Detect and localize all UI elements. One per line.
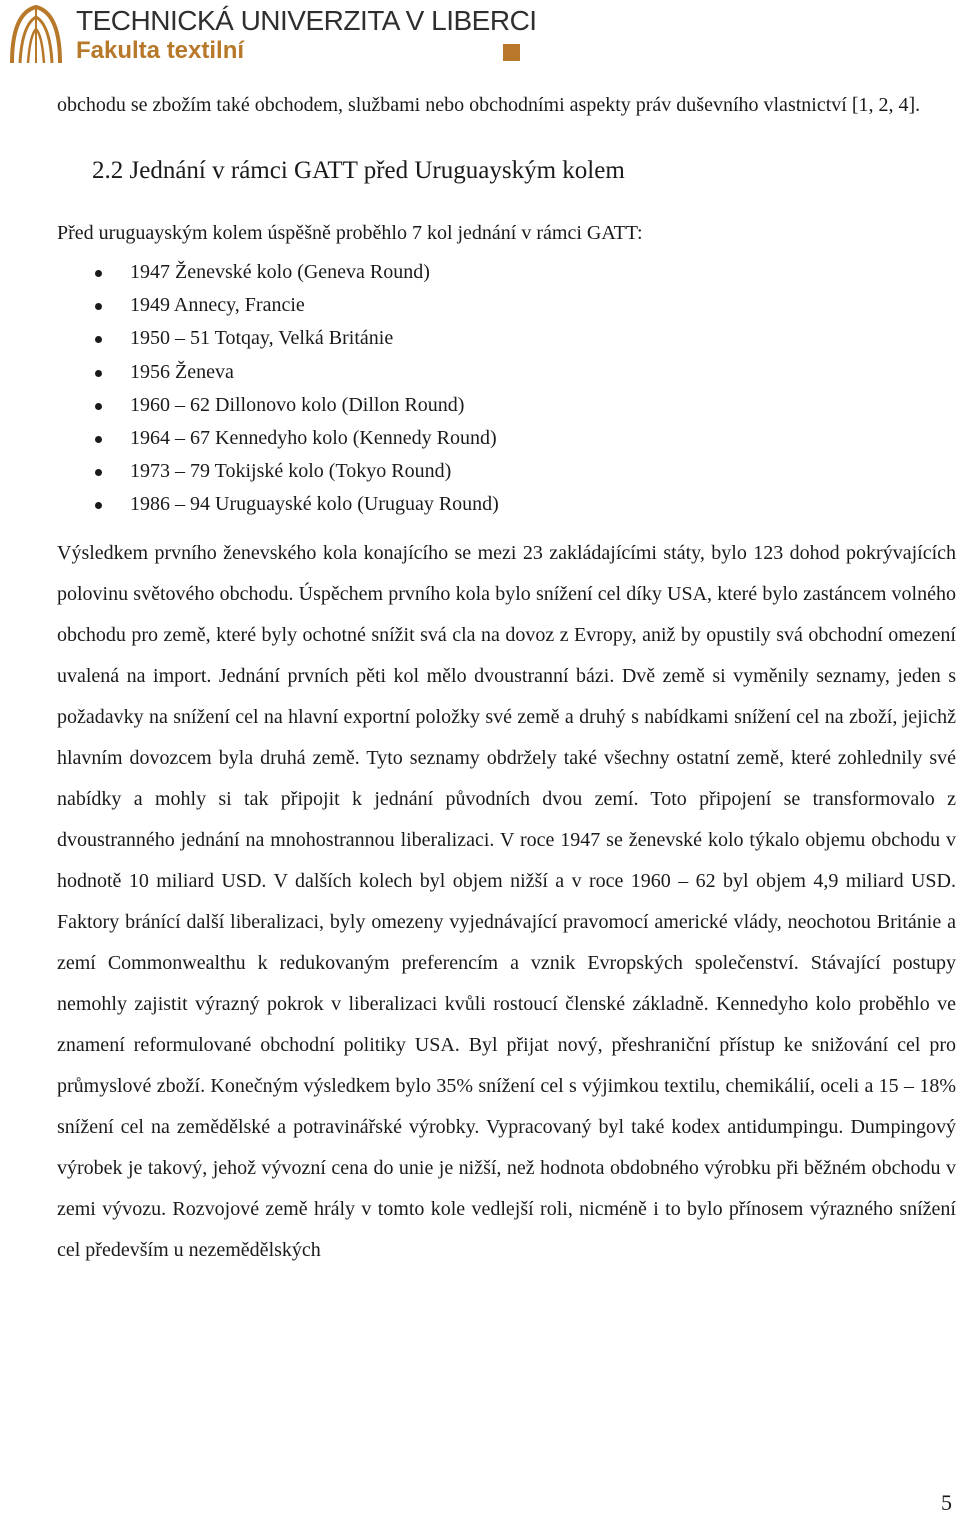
continuation-paragraph: obchodu se zbožím také obchodem, službami nebo obchodními aspekty práv duševního vlastnictví [1, 2, 4]. — [57, 94, 921, 116]
list-item: 1956 Ženeva — [57, 356, 956, 389]
bullet-icon — [95, 270, 102, 277]
list-item: 1973 – 79 Tokijské kolo (Tokyo Round) — [57, 455, 956, 488]
bullet-icon — [95, 303, 102, 310]
list-item: 1949 Annecy, Francie — [57, 289, 956, 322]
bullet-icon — [95, 502, 102, 509]
list-item: 1960 – 62 Dillonovo kolo (Dillon Round) — [57, 389, 956, 422]
list-item: 1964 – 67 Kennedyho kolo (Kennedy Round) — [57, 422, 956, 455]
bullet-icon — [95, 469, 102, 476]
bullet-icon — [95, 336, 102, 343]
list-item: 1986 – 94 Uruguayské kolo (Uruguay Round) — [57, 488, 956, 521]
bullet-icon — [95, 403, 102, 410]
bullet-icon — [95, 370, 102, 377]
list-item: 1950 – 51 Totqay, Velká Británie — [57, 322, 956, 355]
university-logo-icon — [6, 3, 66, 65]
faculty-name: Fakulta textilní — [76, 37, 245, 64]
body-paragraph: Výsledkem prvního ženevského kola konajícího se mezi 23 zakládajícími státy, bylo 123 dohod pokrývajících polovinu světového obchodu. Úspěchem prvního kola bylo snížení cel díky USA, které bylo zastáncem volného obchodu pro země, které byly ochotné snížit svá cla na dovoz z Evropy, aniž by opustily svá obchodní omezení uvalená na import. Jednání prvních pěti kol mělo dvoustranní bázi. Dvě země si vyměnily seznamy, jeden s požadavky na snížení cel na hlavní exportní položky své země a druhý s nabídkami snížení cel na zboží, jejichž hlavním dovozcem byla druhá země. Tyto seznamy obdržely také všechny ostatní země, které zohlednily své nabídky a mohly si tak připojit k jednání původních dvou zemí. Toto připojení se transformovalo z dvoustranného jednání na mnohostrannou liberalizaci. V roce 1947 se ženevské kolo týkalo objemu obchodu v hodnotě 10 miliard USD. V dalších kolech byl objem nižší a v roce 1960 – 62 byl objem 4,9 miliard USD. Faktory bránící další liberalizaci, byly omezeny vyjednávající pravomocí americké vlády, neochotou Británie a zemí Commonwealthu k redukovaným preferencím a vznik Evropských společenství. Stávající postupy nemohly zajistit výrazný pokrok v liberalizaci kvůli rostoucí členské základně. Kennedyho kolo proběhlo ve znamení reformulované obchodní politiky USA. Byl přijat nový, přeshraniční přístup ke snižování cel pro průmyslové zboží. Konečným výsledkem bylo 35% snížení cel s výjimkou textilu, chemikálií, oceli a 15 – 18% snížení cel na zemědělské a potravinářské výrobky. Vypracovaný byl také kodex antidumpingu. Dumpingový výrobek je takový, jehož vývozní cena do unie je nižší, než hodnota obdobného výrobku při běžném obchodu v zemi vývozu. Rozvojové země hrály v tomto kole vedlejší roli, nicméně i to bylo přínosem výrazného snížení cel především u nezemědělských — [57, 541, 956, 1261]
intro-paragraph: Před uruguayským kolem úspěšně proběhlo 7 kol jednání v rámci GATT: — [57, 222, 643, 244]
page-header — [6, 3, 537, 65]
list-item: 1947 Ženevské kolo (Geneva Round) — [57, 256, 956, 289]
brand-square — [503, 44, 520, 61]
university-name: TECHNICKÁ UNIVERZITA V LIBERCI — [76, 5, 537, 36]
bullet-icon — [95, 436, 102, 443]
rounds-list — [57, 256, 956, 522]
page-number: 5 — [941, 1490, 952, 1515]
page-content — [57, 85, 956, 1271]
section-heading: 2.2 Jednání v rámci GATT před Uruguayským kolem — [92, 157, 625, 184]
